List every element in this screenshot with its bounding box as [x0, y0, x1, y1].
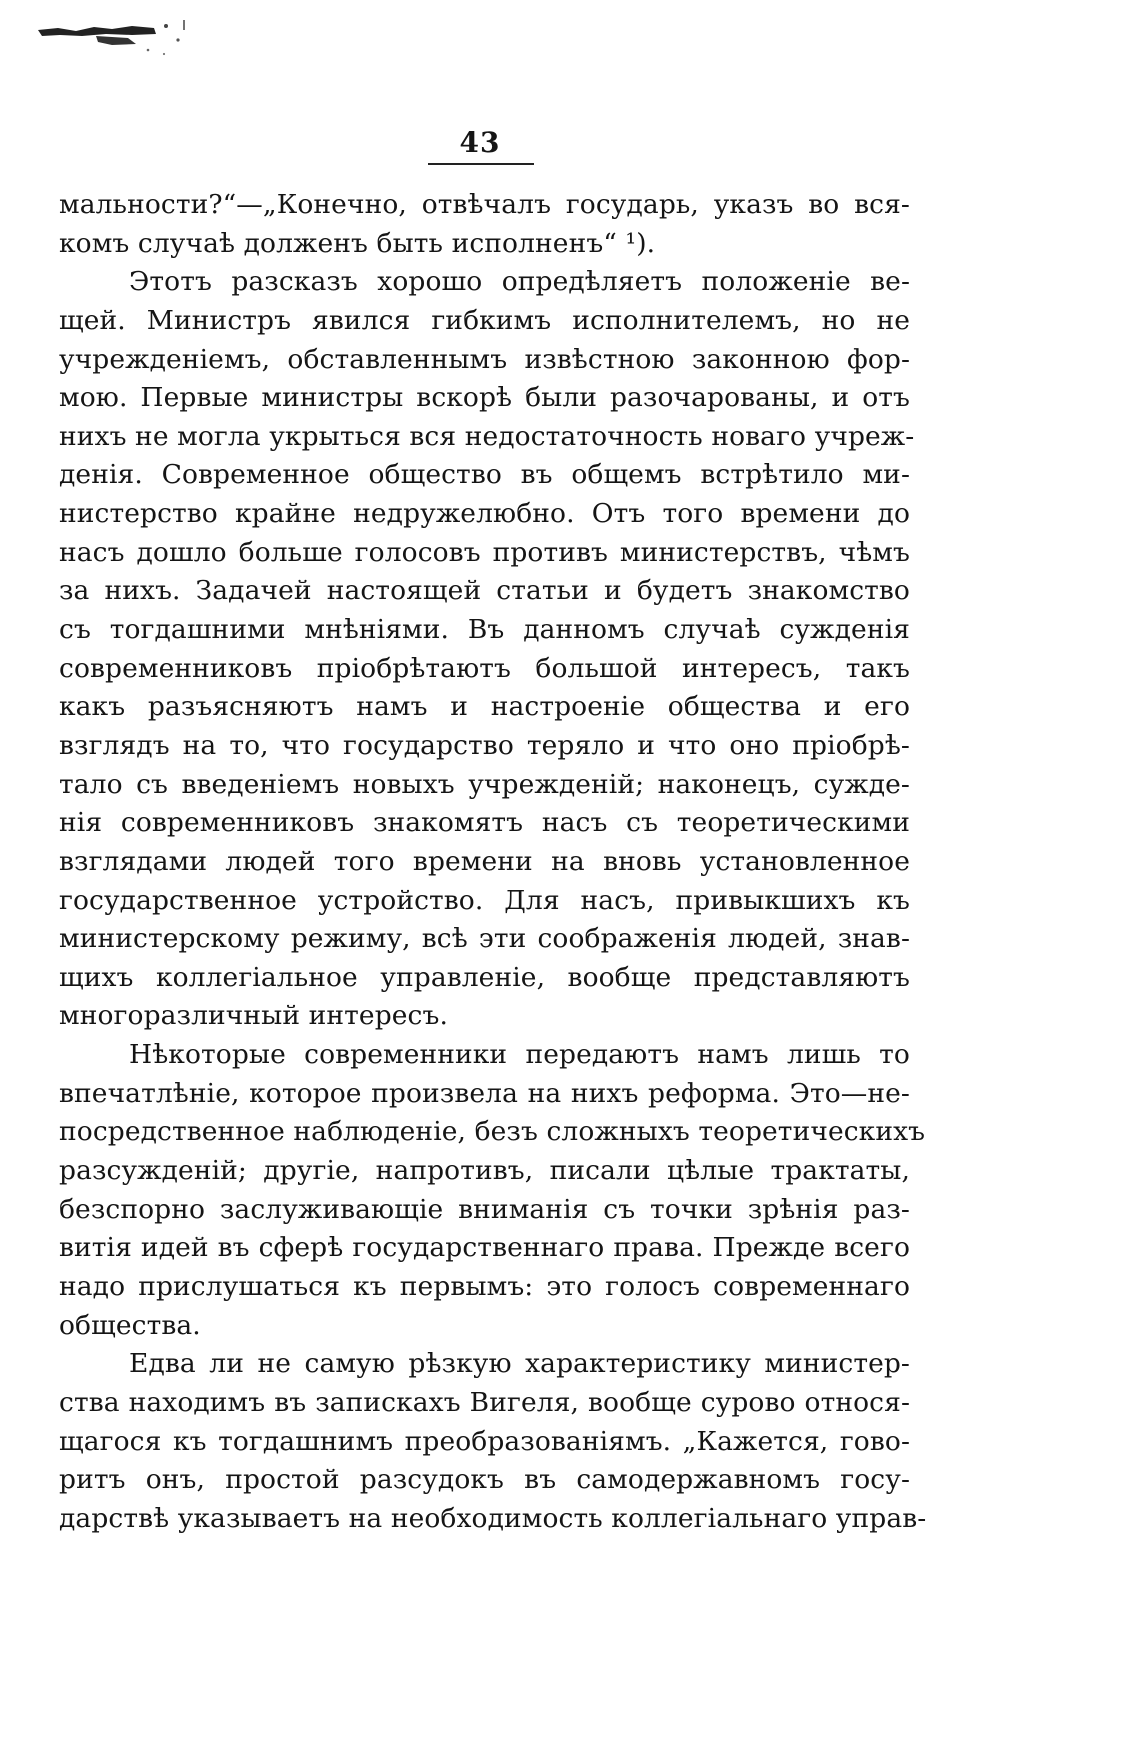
text-line: щагося къ тогдашнимъ преобразованіямъ. „Кажется, гово- [59, 1425, 910, 1457]
text-line: взглядами людей того времени на вновь установленное [59, 845, 910, 877]
text-line: Нѣкоторые современники передаютъ намъ лишь то [129, 1039, 910, 1071]
text-line: ства находимъ въ запискахъ Вигеля, вообще сурово относя- [59, 1386, 910, 1418]
text-line: впечатлѣніе, которое произвела на нихъ реформа. Это—не- [59, 1077, 910, 1109]
text-line: какъ разъясняютъ намъ и настроеніе общества и его [59, 691, 910, 723]
text-line: общества. [59, 1309, 201, 1341]
text-line: современниковъ пріобрѣтаютъ большой интересъ, такъ [59, 652, 910, 684]
text-line: денія. Современное общество въ общемъ встрѣтило ми- [59, 459, 910, 491]
text-line: нистерство крайне недружелюбно. Отъ того времени до [59, 498, 910, 530]
text-line: щихъ коллегіальное управленіе, вообще представляютъ [59, 961, 910, 993]
text-line: министерскому режиму, всѣ эти соображенія людей, знав- [59, 923, 910, 955]
text-line: государственное устройство. Для насъ, привыкшихъ къ [59, 884, 910, 916]
text-line: Едва ли не самую рѣзкую характеристику министер- [129, 1348, 910, 1380]
text-line: взглядъ на то, что государство теряло и что оно пріобрѣ- [59, 729, 910, 761]
text-line: учрежденіемъ, обставленнымъ извѣстною законною фор- [59, 343, 910, 375]
page-number: 43 [459, 126, 501, 159]
text-line: мою. Первые министры вскорѣ были разочарованы, и отъ [59, 382, 910, 414]
text-line: комъ случаѣ долженъ быть исполненъ“ ¹). [59, 227, 656, 259]
paragraph [59, 1345, 927, 1538]
body-text [59, 186, 927, 1538]
text-line: нихъ не могла укрыться вся недостаточность новаго учреж- [59, 420, 915, 452]
ink-smudge-mark [36, 16, 186, 58]
text-line: мальности?“—„Конечно, отвѣчалъ государь, указъ во вся- [59, 189, 910, 220]
paragraph [59, 186, 910, 263]
text-line: нія современниковъ знакомятъ насъ съ теоретическими [59, 807, 910, 839]
text-line: съ тогдашними мнѣніями. Въ данномъ случаѣ сужденія [59, 614, 910, 646]
text-line: за нихъ. Задачей настоящей статьи и будетъ знакомство [59, 575, 910, 607]
text-line: Этотъ разсказъ хорошо опредѣляетъ положеніе ве- [129, 266, 910, 298]
text-line: тало съ введеніемъ новыхъ учрежденій; наконецъ, сужде- [59, 768, 910, 800]
text-line: насъ дошло больше голосовъ противъ министерствъ, чѣмъ [59, 536, 910, 568]
text-line: дарствѣ указываетъ на необходимость коллегіальнаго управ- [59, 1502, 927, 1534]
text-line: витія идей въ сферѣ государственнаго права. Прежде всего [59, 1232, 910, 1264]
text-line: щей. Министръ явился гибкимъ исполнителемъ, но не [59, 304, 910, 336]
paragraph [59, 1036, 926, 1345]
text-line: безспорно заслуживающіе вниманія съ точки зрѣнія раз- [59, 1193, 910, 1225]
paragraph [59, 263, 915, 1036]
text-line: многоразличный интересъ. [59, 1000, 448, 1032]
text-line: ритъ онъ, простой разсудокъ въ самодержавномъ госу- [59, 1464, 910, 1496]
text-line: надо прислушаться къ первымъ: это голосъ современнаго [59, 1270, 910, 1302]
text-line: посредственное наблюденіе, безъ сложныхъ теоретическихъ [59, 1116, 926, 1148]
text-line: разсужденій; другіе, напротивъ, писали цѣлые трактаты, [59, 1155, 910, 1187]
page-number-rule [428, 163, 534, 165]
